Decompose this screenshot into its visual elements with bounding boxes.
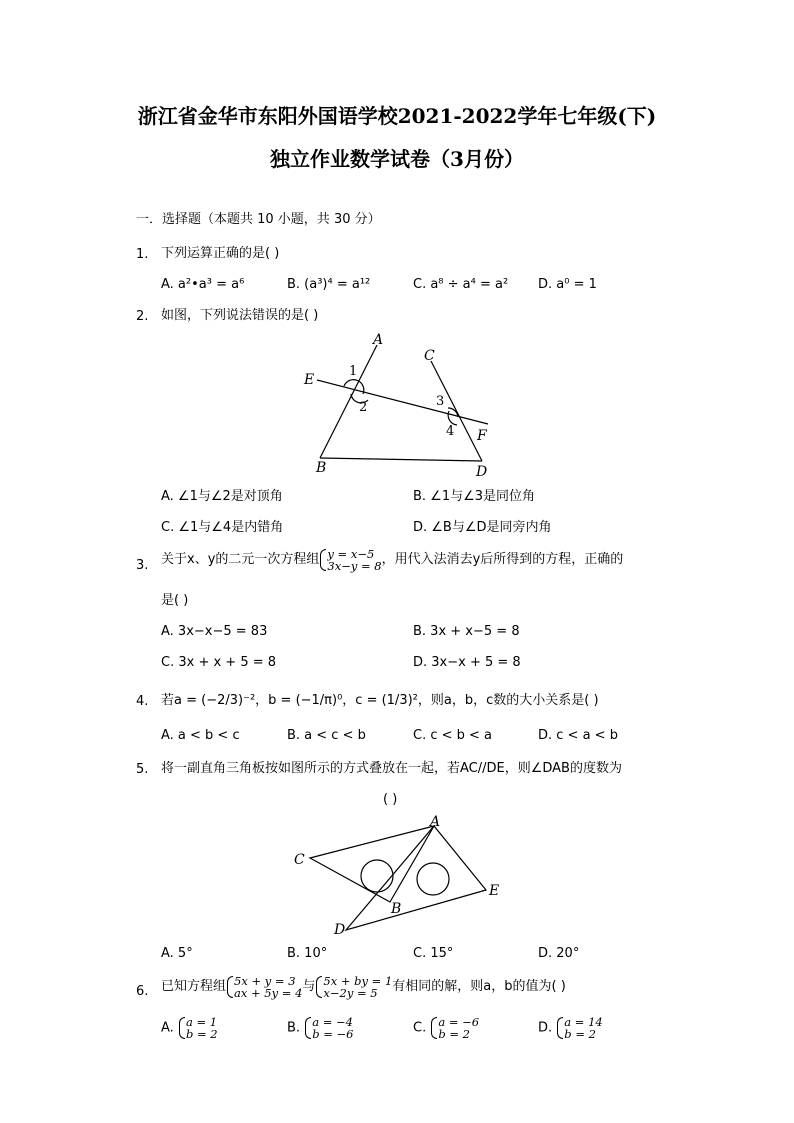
q6-s2-eq1: 5x + by = 1 (323, 973, 393, 988)
q3-equation-system (319, 548, 381, 572)
q6-number: 6. (136, 984, 149, 999)
q4-option-c[interactable]: C. c < b < a (413, 728, 493, 743)
q6-option-c[interactable] (413, 1016, 479, 1040)
q6-d-eq2: b = 2 (564, 1027, 596, 1041)
q6-option-a[interactable] (161, 1016, 218, 1040)
q3-option-a[interactable]: A. 3x−x−5 = 83 (161, 624, 268, 639)
fig2-angle-1: 1 (349, 364, 358, 379)
triangle-hole-left (361, 860, 393, 892)
q5-number: 5. (136, 762, 149, 777)
q6-a-eq1: a = 1 (185, 1015, 218, 1029)
q2-figure (296, 328, 506, 480)
q6-option-d[interactable] (538, 1016, 603, 1040)
q3-number: 3. (136, 558, 149, 573)
q4-stem: 若a = (−2/3)⁻²，b = (−1/π)⁰，c = (1/3)²，则a，b，c数的大小关系是( ) (161, 693, 599, 708)
fig5-label-e: E (489, 883, 500, 899)
q3-option-d[interactable]: D. 3x−x + 5 = 8 (413, 655, 521, 670)
q6-stem (161, 974, 566, 1000)
line-ef (317, 380, 488, 424)
q6-c-eq2: b = 2 (438, 1027, 470, 1041)
q6-s1-eq2: ax + 5y = 4 (234, 985, 303, 1000)
q1-stem: 下列运算正确的是( ) (161, 246, 280, 261)
q2-option-b[interactable]: B. ∠1与∠3是同位角 (413, 489, 536, 504)
q4-number: 4. (136, 694, 149, 709)
fig5-label-a: A (430, 814, 441, 830)
q5-paren: ( ) (383, 792, 398, 807)
title-line-2: 独立作业数学试卷（3月份） (270, 147, 524, 171)
q5-option-d[interactable]: D. 20° (538, 946, 580, 961)
q4-option-d[interactable]: D. c < a < b (538, 728, 618, 743)
q5-option-c[interactable]: C. 15° (413, 946, 454, 961)
q3-option-c[interactable]: C. 3x + x + 5 = 8 (161, 655, 277, 670)
q1-option-d[interactable]: D. a⁰ = 1 (538, 277, 597, 292)
q1-number: 1. (136, 247, 149, 262)
fig2-label-c: C (424, 348, 435, 364)
q3-stem-pre: 关于x、y的二元一次方程组 (161, 552, 320, 567)
q6-option-b[interactable] (287, 1016, 353, 1040)
q1-option-c[interactable]: C. a⁸ ÷ a⁴ = a² (413, 277, 509, 292)
fig2-label-f: F (477, 428, 487, 444)
q6-c-eq1: a = −6 (438, 1015, 480, 1029)
q2-stem: 如图，下列说法错误的是( ) (161, 308, 319, 323)
fig2-label-a: A (373, 332, 384, 348)
q6-option-b-label: B. (287, 1020, 301, 1036)
fig2-label-b: B (316, 460, 327, 476)
q2-option-c[interactable]: C. ∠1与∠4是内错角 (161, 520, 284, 535)
q3-eq1: y = x−5 (327, 546, 375, 561)
fig5-label-c: C (294, 852, 305, 868)
q3-option-b[interactable]: B. 3x + x−5 = 8 (413, 624, 520, 639)
q3-eq2: 3x−y = 8 (327, 558, 382, 573)
q6-option-b-system (304, 1016, 353, 1040)
q5-stem: 将一副直角三角板按如图所示的方式叠放在一起，若AC//DE，则∠DAB的度数为 (161, 761, 622, 776)
q3-stem (161, 547, 623, 573)
q6-option-d-label: D. (538, 1020, 553, 1036)
q5-option-a[interactable]: A. 5° (161, 946, 193, 961)
fig2-angle-3: 3 (436, 394, 445, 409)
triangle-dae (346, 826, 486, 930)
line-bd (320, 458, 482, 461)
q6-s1-eq1: 5x + y = 3 (234, 973, 296, 988)
q6-stem-pre: 已知方程组 (161, 979, 227, 994)
title-line-1: 浙江省金华市东阳外国语学校2021-2022学年七年级(下) (137, 104, 657, 128)
q4-option-b[interactable]: B. a < c < b (287, 728, 366, 743)
fig2-label-d: D (476, 464, 488, 480)
q6-option-d-system (556, 1016, 602, 1040)
q6-option-a-system (178, 1016, 218, 1040)
fig2-angle-4: 4 (446, 424, 455, 439)
q4-option-a[interactable]: A. a < b < c (161, 728, 240, 743)
fig5-label-d: D (334, 922, 346, 938)
fig5-label-b: B (391, 901, 402, 917)
q3-stem-line2: 是( ) (161, 593, 189, 608)
line-ab (320, 345, 377, 458)
triangle-hole-right (417, 863, 449, 895)
angle-arc-4 (448, 411, 457, 425)
q5-figure (290, 812, 510, 940)
q6-b-eq1: a = −4 (312, 1015, 353, 1029)
q6-option-c-label: C. (413, 1020, 427, 1036)
q6-d-eq1: a = 14 (564, 1015, 603, 1029)
q6-a-eq2: b = 2 (185, 1027, 218, 1041)
section-heading: 一．选择题（本题共 10 小题，共 30 分） (136, 212, 381, 227)
q6-system-2 (315, 975, 392, 999)
q2-number: 2. (136, 309, 149, 324)
q1-option-a[interactable]: A. a²•a³ = a⁶ (161, 277, 245, 292)
fig2-label-e: E (304, 372, 315, 388)
q6-s2-eq2: x−2y = 5 (323, 985, 378, 1000)
fig2-angle-2: 2 (359, 400, 368, 415)
q2-option-a[interactable]: A. ∠1与∠2是对顶角 (161, 489, 283, 504)
q2-option-d[interactable]: D. ∠B与∠D是同旁内角 (413, 520, 552, 535)
q1-option-b[interactable]: B. (a³)⁴ = a¹² (287, 277, 371, 292)
q6-option-c-system (430, 1016, 479, 1040)
q6-stem-post: 有相同的解，则a，b的值为( ) (392, 979, 566, 994)
q6-stem-mid: 与 (302, 979, 316, 994)
q3-stem-post: ，用代入法消去y后所得到的方程，正确的 (381, 552, 624, 567)
q6-system-1 (226, 975, 302, 999)
q6-option-a-label: A. (161, 1020, 174, 1036)
q6-b-eq2: b = −6 (312, 1027, 354, 1041)
q5-option-b[interactable]: B. 10° (287, 946, 328, 961)
